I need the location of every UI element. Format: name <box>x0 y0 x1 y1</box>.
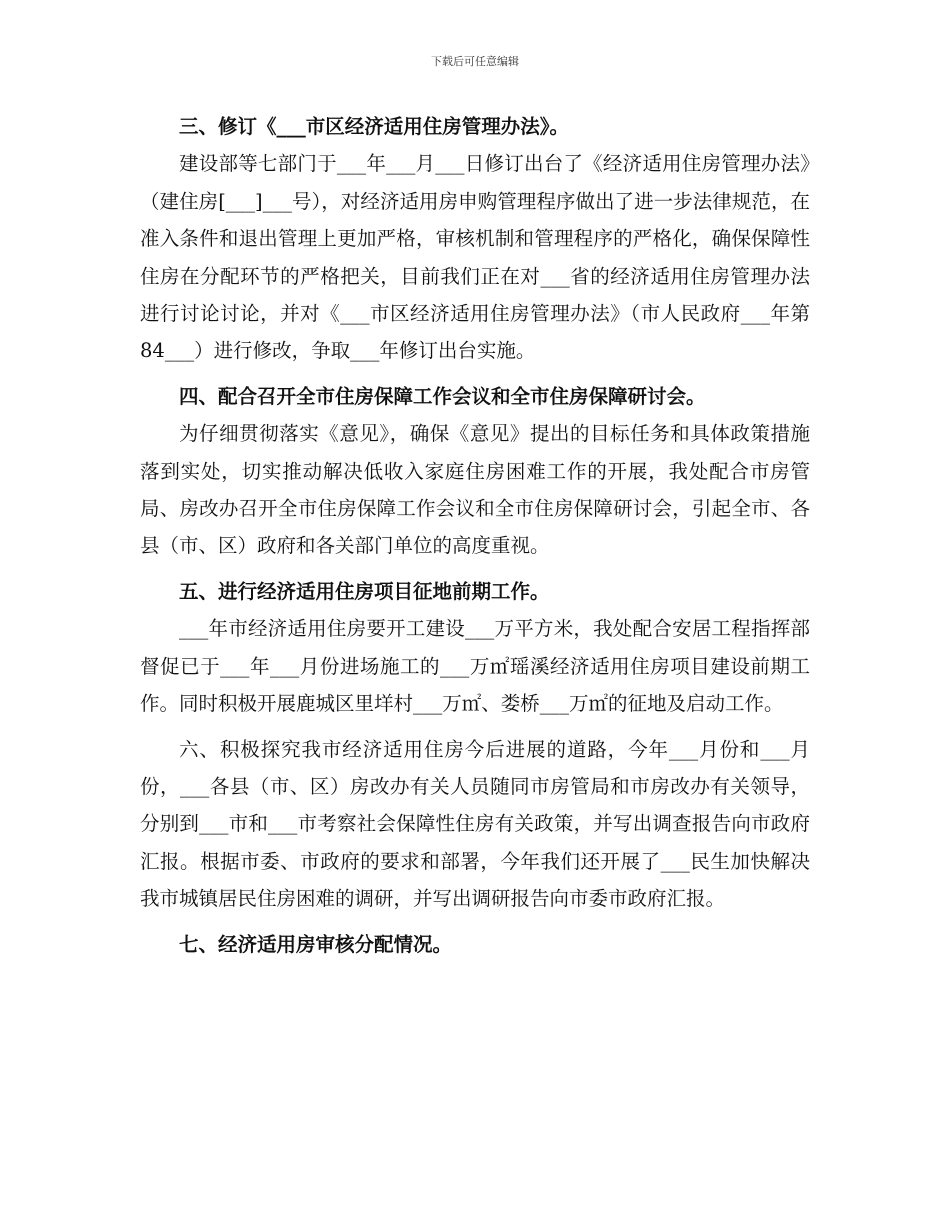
page-header: 下载后可任意编辑 <box>431 55 519 68</box>
paragraph-body: ___年市经济适用住房要开工建设___万平方米，我处配合安居工程指挥部督促已于___年___月份进场施工的___万㎡瑶溪经济适用住房项目建设前期工作。同时积极开展鹿城区里垟村___万㎡、娄桥___万㎡的征地及启动工作。 <box>140 617 810 716</box>
section-heading-5: 五、进行经济适用住房项目征地前期工作。 <box>179 579 550 603</box>
section-heading-4: 四、配合召开全市住房保障工作会议和全市住房保障研讨会。 <box>179 384 706 408</box>
section-paragraph-6: 六、积极探究我市经济适用住房今后进展的道路，今年___月份和___月份，___各县（市、区）房改办有关人员随同市房管局和市房改办有关领导，分别到___市和___市考察社会保障性住房有关政策，并写出调查报告向市政府汇报。根据市委、市政府的要求和部署，今年我们还开展了___民生加快解决我市城镇居民住房困难的调研，并写出调研报告向市委市政府汇报。 <box>140 737 810 911</box>
document-body <box>140 108 810 963</box>
section-heading-7: 七、经济适用房审核分配情况。 <box>179 932 453 956</box>
section-heading-3: 三、修订《___市区经济适用住房管理办法》。 <box>179 115 570 138</box>
paragraph-body: 建设部等七部门于___年___月___日修订出台了《经济适用住房管理办法》（建住房[___]___号），对经济适用房申购管理程序做出了进一步法律规范，在准入条件和退出管理上更加严格，审核机制和管理程序的严格化，确保保障性住房在分配环节的严格把关，目前我们正在对___省的经济适用住房管理办法进行讨论讨论，并对《___市区经济适用住房管理办法》（市人民政府___年第84___）进行修改，争取___年修订出台实施。 <box>140 152 810 363</box>
paragraph-body: 为仔细贯彻落实《意见》，确保《意见》提出的目标任务和具体政策措施落到实处，切实推动解决低收入家庭住房困难工作的开展，我处配合市房管局、房改办召开全市住房保障工作会议和全市住房保障研讨会，引起全市、各县（市、区）政府和各关部门单位的高度重视。 <box>140 422 810 558</box>
